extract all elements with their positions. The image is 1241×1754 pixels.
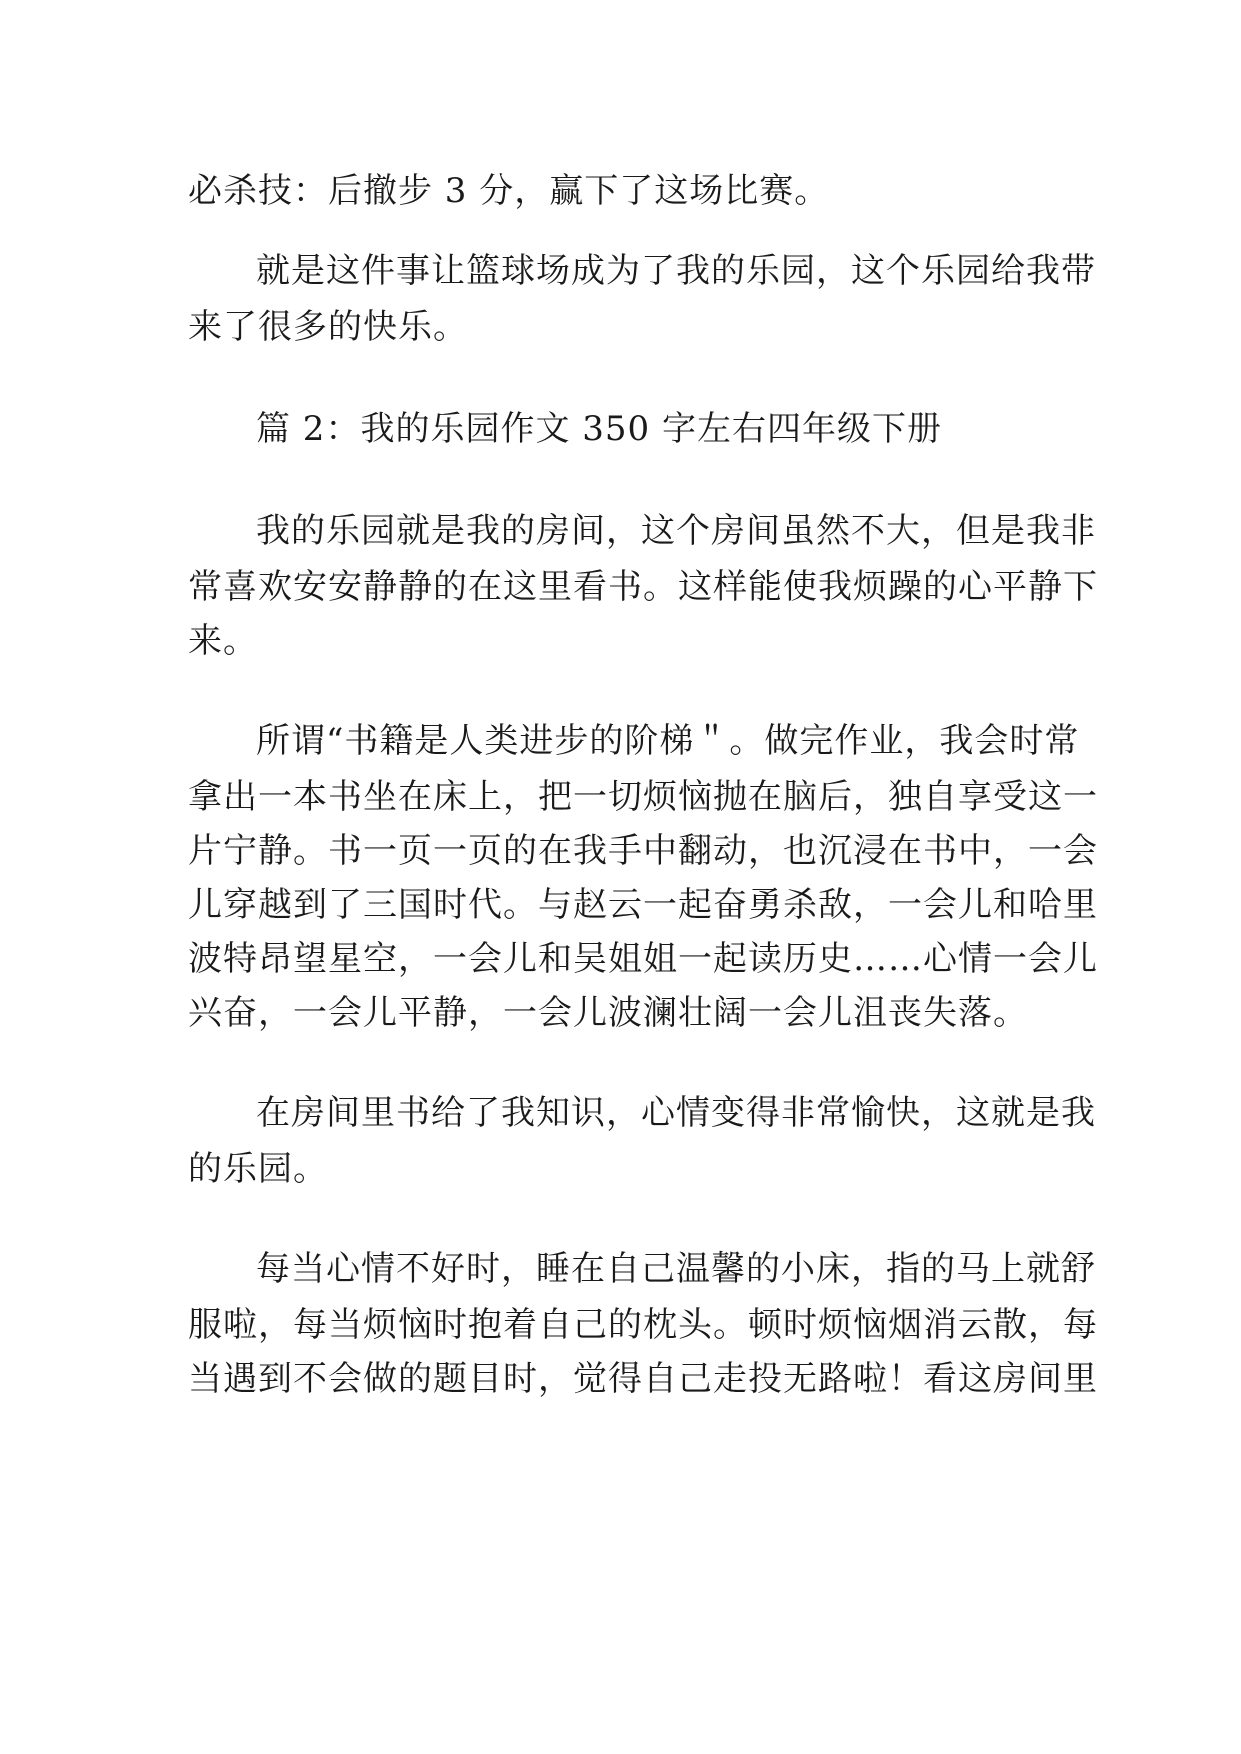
text-line: 片宁静。书一页一页的在我手中翻动，也沉浸在书中，一会 (188, 831, 1098, 871)
paragraph-first-line: 就是这件事让篮球场成为了我的乐园，这个乐园给我带 (256, 251, 1096, 291)
paragraph-first-line: 所谓“书籍是人类进步的阶梯＂。做完作业，我会时常 (256, 721, 1080, 761)
paragraph-first-line: 我的乐园就是我的房间，这个房间虽然不大，但是我非 (256, 511, 1096, 551)
text-line: 常喜欢安安静静的在这里看书。这样能使我烦躁的心平静下 (188, 567, 1098, 607)
text-line: 服啦，每当烦恼时抱着自己的枕头。顿时烦恼烟消云散，每 (188, 1305, 1098, 1345)
text-line: 兴奋，一会儿平静，一会儿波澜壮阔一会儿沮丧失落。 (188, 993, 1028, 1033)
text-line: 必杀技：后撤步 3 分，赢下了这场比赛。 (188, 171, 830, 211)
paragraph-first-line: 在房间里书给了我知识，心情变得非常愉快，这就是我 (256, 1093, 1096, 1133)
paragraph-first-line: 每当心情不好时，睡在自己温馨的小床，指的马上就舒 (256, 1249, 1096, 1289)
text-line: 拿出一本书坐在床上，把一切烦恼抛在脑后，独自享受这一 (188, 777, 1098, 817)
text-line: 儿穿越到了三国时代。与赵云一起奋勇杀敌，一会儿和哈里 (188, 885, 1098, 925)
section-heading: 篇 2：我的乐园作文 350 字左右四年级下册 (256, 409, 942, 449)
text-line: 来了很多的快乐。 (188, 307, 468, 347)
text-line: 当遇到不会做的题目时，觉得自己走投无路啦！看这房间里 (188, 1359, 1098, 1399)
text-line: 的乐园。 (188, 1149, 328, 1189)
text-line: 来。 (188, 621, 258, 661)
text-line: 波特昂望星空，一会儿和吴姐姐一起读历史……心情一会儿 (188, 939, 1098, 979)
